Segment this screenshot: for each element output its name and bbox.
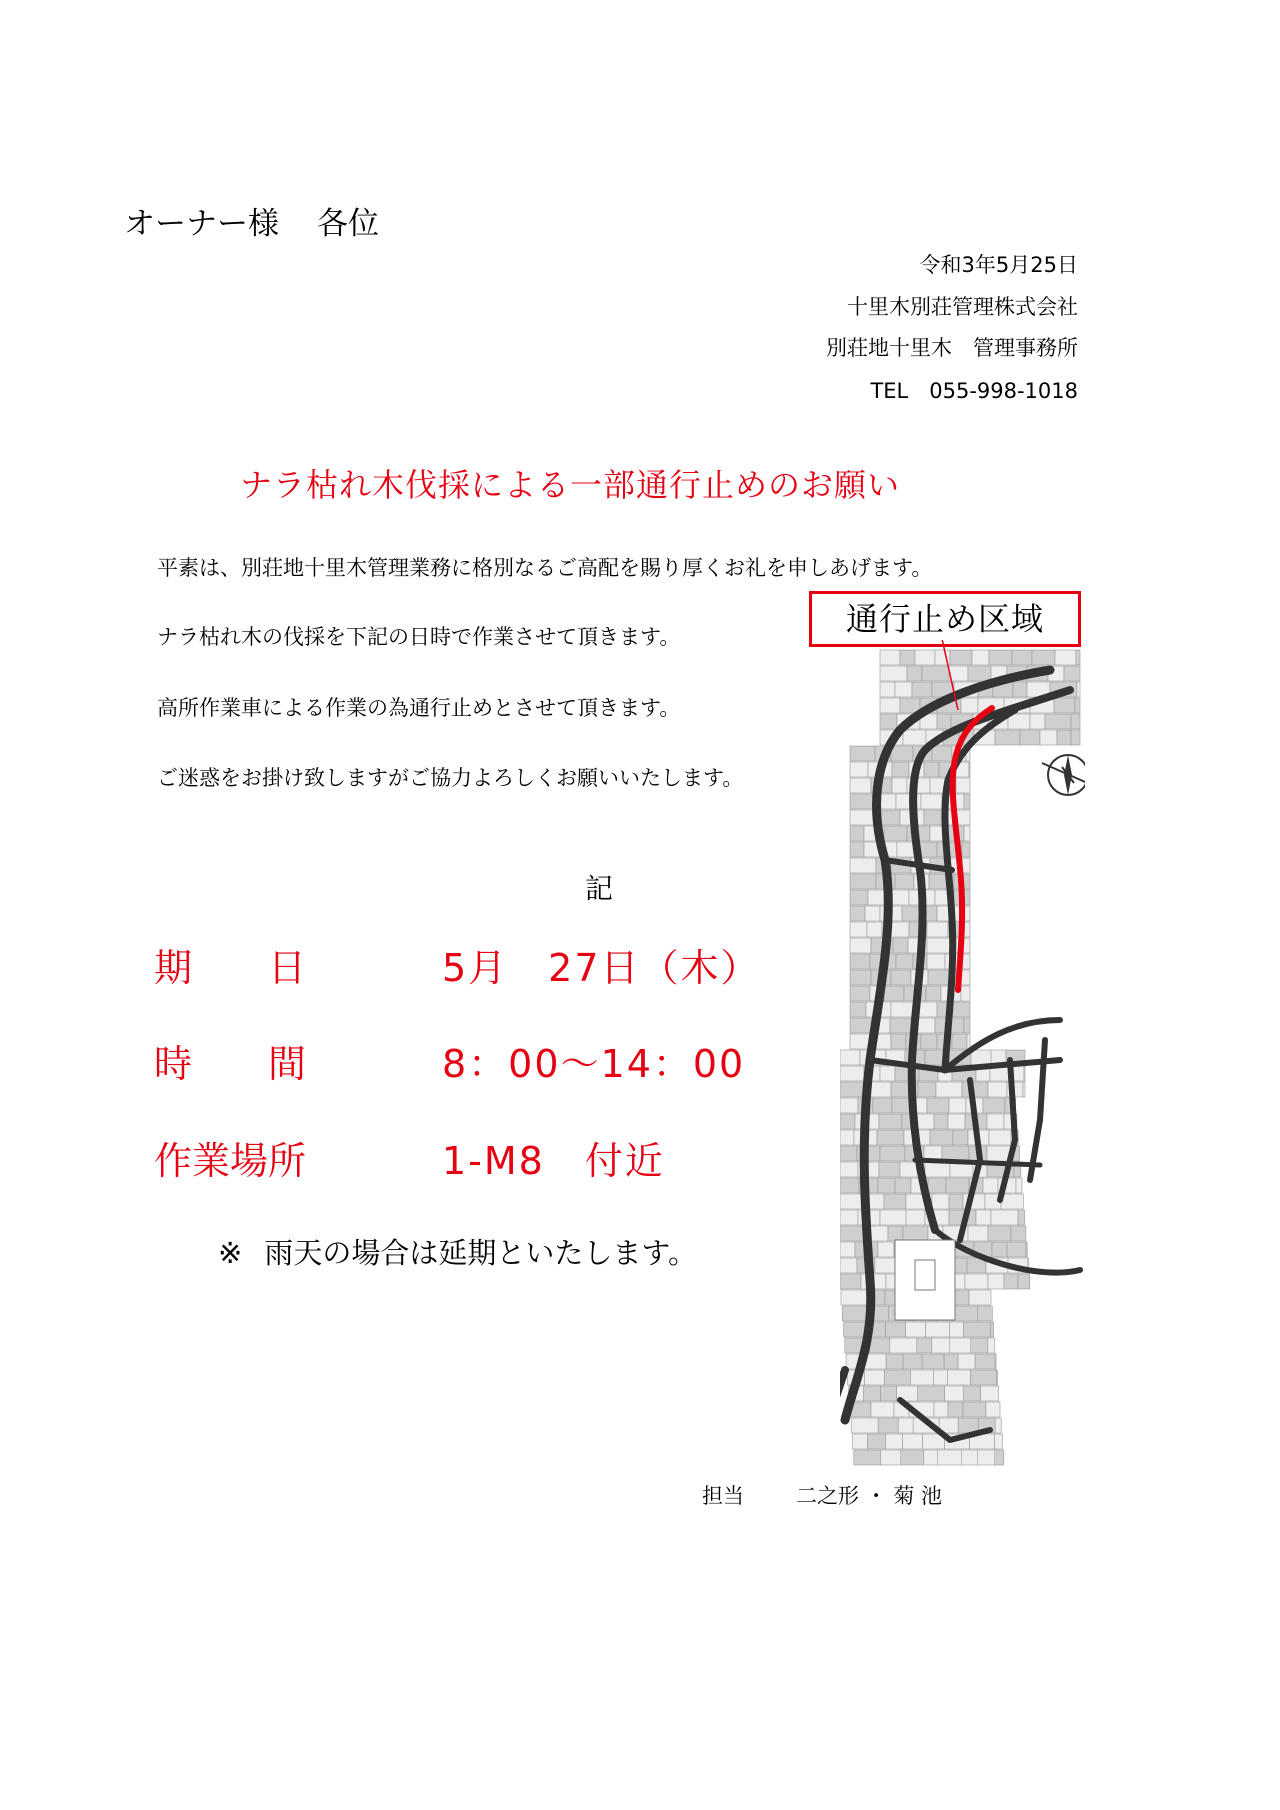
lot-parcel	[995, 1418, 1001, 1433]
lot-parcel	[850, 906, 865, 921]
lot-parcel	[1013, 682, 1027, 697]
lot-parcel	[895, 1178, 911, 1193]
lot-parcel	[880, 698, 900, 713]
lot-parcel	[992, 1242, 1007, 1257]
lot-parcel	[850, 842, 864, 857]
lot-parcel	[937, 714, 951, 729]
issue-date: 令和3年5月25日	[919, 253, 1078, 277]
lot-parcel	[932, 1338, 950, 1353]
lot-parcel	[996, 1370, 997, 1385]
lot-parcel	[933, 1370, 947, 1385]
body-paragraph-4: ご迷惑をお掛け致しますがご協力よろしくお願いいたします。	[157, 766, 744, 790]
lot-parcel	[932, 746, 952, 761]
lot-parcel	[925, 1162, 950, 1177]
lot-parcel	[840, 1082, 864, 1097]
lot-parcel	[932, 1194, 949, 1209]
lot-parcel	[865, 906, 880, 921]
lot-parcel	[850, 970, 871, 985]
lot-parcel	[850, 1018, 872, 1033]
lot-parcel	[900, 650, 915, 665]
lot-parcel	[891, 746, 913, 761]
lot-parcel	[976, 1210, 991, 1225]
lot-parcel	[989, 1130, 1011, 1145]
lot-parcel	[927, 938, 951, 953]
lot-parcel	[969, 762, 970, 777]
lot-parcel	[850, 1034, 870, 1049]
lot-parcel	[971, 1338, 988, 1353]
lot-parcel	[971, 1050, 991, 1065]
lot-parcel	[930, 1130, 953, 1145]
lot-parcel	[884, 1194, 906, 1209]
lot-parcel	[936, 1082, 962, 1097]
lot-parcel	[840, 1178, 859, 1193]
lot-parcel	[892, 762, 909, 777]
lot-parcel	[922, 1354, 944, 1369]
lot-parcel	[1016, 1178, 1022, 1193]
lot-parcel	[903, 1226, 928, 1241]
lot-parcel	[977, 1306, 992, 1321]
date-value: 5月 27日（木）	[442, 946, 761, 990]
lot-parcel	[840, 1274, 861, 1289]
lot-parcel	[949, 1194, 963, 1209]
lot-parcel	[884, 1370, 910, 1385]
lot-parcel	[1024, 1066, 1025, 1081]
lot-parcel	[850, 874, 876, 889]
lot-parcel	[880, 1066, 895, 1081]
lot-parcel	[961, 986, 970, 1001]
lot-parcel	[962, 1450, 978, 1465]
lot-parcel	[850, 922, 867, 937]
lot-parcel	[1077, 682, 1080, 697]
lot-parcel	[840, 1226, 865, 1241]
lot-parcel	[917, 1338, 932, 1353]
lot-parcel	[1064, 666, 1080, 681]
lot-parcel	[928, 970, 949, 985]
lot-parcel	[983, 1098, 1005, 1113]
lot-parcel	[893, 938, 908, 953]
lot-parcel	[950, 650, 972, 665]
lot-parcel	[915, 650, 935, 665]
addressee-suffix: 各位	[317, 206, 379, 242]
lot-parcel	[870, 1338, 890, 1353]
west-stub	[840, 1370, 845, 1400]
lot-parcel	[949, 666, 968, 681]
lot-parcel	[906, 1322, 926, 1337]
lot-parcel	[1076, 650, 1080, 665]
contact-line	[702, 1480, 942, 1510]
lot-parcel	[988, 1338, 995, 1353]
lot-parcel	[1057, 730, 1071, 745]
addressee	[124, 198, 379, 243]
note-text: 雨天の場合は延期といたします。	[264, 1236, 697, 1270]
lot-parcel	[879, 1114, 902, 1129]
lot-parcel	[948, 1402, 963, 1417]
ki-heading: 記	[585, 872, 614, 905]
lot-parcel	[924, 1450, 938, 1465]
office-name: 別荘地十里木 管理事務所	[826, 336, 1078, 360]
lot-parcel	[873, 1098, 892, 1113]
lot-parcel	[1026, 1242, 1027, 1257]
lot-parcel	[878, 1242, 894, 1257]
lot-parcel	[1001, 1194, 1023, 1209]
lot-parcel	[840, 1098, 858, 1113]
lot-parcel	[867, 922, 882, 937]
lot-parcel	[840, 1162, 858, 1177]
lot-parcel	[903, 730, 926, 745]
lot-parcel	[880, 650, 900, 665]
lot-parcel	[968, 1226, 988, 1241]
lot-parcel	[903, 1354, 922, 1369]
lot-parcel	[924, 762, 939, 777]
lot-parcel	[850, 1002, 866, 1017]
note-mark: ※	[218, 1236, 243, 1270]
lot-parcel	[891, 1034, 906, 1049]
closed-road-segment	[953, 708, 992, 990]
lot-parcel	[878, 1178, 895, 1193]
lot-parcel	[1071, 730, 1080, 745]
body-paragraph-3: 高所作業車による作業の為通行止めとさせて頂きます。	[157, 696, 681, 720]
lot-parcel	[967, 1034, 970, 1049]
lot-parcel	[964, 794, 970, 809]
lot-parcel	[1004, 1274, 1018, 1289]
lot-parcel	[851, 1418, 878, 1433]
lot-parcel	[963, 1402, 986, 1417]
lot-parcel	[944, 1354, 958, 1369]
lot-parcel	[1012, 650, 1032, 665]
lot-parcel	[922, 666, 949, 681]
place-label: 作業場所	[154, 1139, 307, 1183]
lot-parcel	[850, 826, 864, 841]
park-area	[895, 1240, 955, 1320]
date-label: 期 日	[154, 946, 307, 990]
lot-parcel	[1032, 650, 1055, 665]
lot-parcel	[952, 1034, 967, 1049]
lot-parcel	[953, 1130, 968, 1145]
lot-parcel	[871, 1402, 894, 1417]
lot-parcel	[1055, 650, 1076, 665]
lot-parcel	[903, 1434, 923, 1449]
lot-parcel	[842, 1306, 867, 1321]
lot-parcel	[878, 1418, 898, 1433]
lot-parcel	[840, 1050, 860, 1065]
lot-parcel	[988, 1274, 1004, 1289]
lot-parcel	[840, 1146, 857, 1161]
body-paragraph-1: 平素は、別荘地十里木管理業務に格別なるご高配を賜り厚くお礼を申しあげます。	[157, 556, 933, 580]
contact-names: 二之形 ・ 菊 池	[796, 1484, 943, 1508]
lot-parcel	[896, 954, 913, 969]
lot-parcel	[890, 1018, 912, 1033]
lot-parcel	[840, 1066, 864, 1081]
lot-parcel	[956, 778, 970, 793]
lot-parcel	[962, 842, 970, 857]
lot-parcel	[972, 650, 989, 665]
lot-parcel	[880, 714, 897, 729]
lot-parcel	[1020, 730, 1040, 745]
lot-parcel	[991, 1322, 994, 1337]
lot-parcel	[912, 682, 932, 697]
lot-parcel	[958, 1354, 975, 1369]
lot-parcel	[892, 890, 909, 905]
lot-parcel	[906, 1210, 925, 1225]
lot-parcel	[1040, 730, 1057, 745]
lot-parcel	[1030, 714, 1045, 729]
lot-parcel	[918, 1386, 945, 1401]
lot-parcel	[892, 778, 907, 793]
lot-parcel	[927, 1098, 949, 1113]
lot-parcel	[964, 1386, 981, 1401]
lot-parcel	[895, 874, 914, 889]
lot-parcel	[886, 1434, 903, 1449]
lot-parcel	[1007, 1242, 1026, 1257]
lot-parcel	[983, 1178, 998, 1193]
lot-parcel	[926, 986, 941, 1001]
lot-parcel	[927, 922, 948, 937]
lot-parcel	[854, 1450, 881, 1465]
lot-parcel	[884, 986, 904, 1001]
lot-parcel	[901, 1450, 924, 1465]
lot-parcel	[978, 1450, 995, 1465]
lot-parcel	[891, 970, 911, 985]
lot-parcel	[1071, 714, 1080, 729]
lot-parcel	[895, 682, 912, 697]
lot-parcel	[850, 778, 871, 793]
lot-parcel	[934, 1402, 948, 1417]
lot-parcel	[945, 1386, 964, 1401]
lot-parcel	[946, 1178, 969, 1193]
time-label: 時 間	[154, 1042, 307, 1086]
lot-parcel	[1023, 1082, 1025, 1097]
lot-parcel	[969, 1290, 991, 1305]
lot-parcel	[886, 1354, 903, 1369]
lot-parcel	[907, 666, 922, 681]
lot-parcel	[840, 1258, 857, 1273]
lot-parcel	[947, 1370, 970, 1385]
lot-parcel	[964, 826, 970, 841]
lot-parcel	[989, 650, 1012, 665]
lot-parcel	[888, 1226, 903, 1241]
lot-parcel	[840, 1130, 854, 1145]
lot-parcel	[995, 1354, 996, 1369]
addressee-name: オーナー様	[124, 206, 279, 242]
lot-parcel	[890, 1338, 917, 1353]
lot-parcel	[995, 1434, 1003, 1449]
lot-parcel	[970, 1370, 996, 1385]
lot-parcel	[880, 666, 907, 681]
lot-parcel	[881, 1386, 897, 1401]
lot-parcel	[877, 1130, 904, 1145]
lot-parcel	[995, 1450, 1004, 1465]
body-paragraph-2: ナラ枯れ木の伐採を下記の日時で作業させて頂きます。	[157, 625, 681, 649]
lot-parcel	[986, 1402, 1000, 1417]
lot-parcel	[926, 1322, 950, 1337]
compass-icon	[1042, 755, 1085, 795]
lot-parcel	[965, 1274, 988, 1289]
lot-parcel	[880, 1210, 906, 1225]
lot-parcel	[898, 1418, 913, 1433]
lot-parcel	[1008, 714, 1030, 729]
lot-parcel	[950, 1338, 971, 1353]
lot-parcel	[864, 1370, 884, 1385]
lot-parcel	[880, 1146, 905, 1161]
lot-parcel	[918, 1082, 936, 1097]
notice-title: ナラ枯れ木伐採による一部通行止めのお願い	[239, 466, 900, 504]
closure-legend-box: 通行止め区域	[809, 591, 1081, 647]
lot-parcel	[881, 1450, 901, 1465]
lot-parcel	[987, 1114, 1004, 1129]
lot-parcel	[964, 1018, 970, 1033]
lot-parcel	[840, 1242, 855, 1257]
lot-parcel	[951, 1002, 970, 1017]
lot-parcel	[981, 1386, 999, 1401]
lot-parcel	[1018, 1274, 1030, 1289]
lot-parcel	[964, 1322, 991, 1337]
lot-parcel	[962, 1082, 988, 1097]
lot-parcel	[850, 746, 875, 761]
lot-parcel	[840, 1114, 855, 1129]
lot-parcel	[850, 954, 870, 969]
lot-parcel	[1018, 1210, 1025, 1225]
lot-parcel	[1075, 698, 1080, 713]
lot-parcel	[844, 1322, 866, 1337]
time-value: 8：00～14：00	[442, 1042, 746, 1086]
lot-parcel	[850, 938, 871, 953]
lot-parcel	[902, 906, 919, 921]
lot-parcel	[886, 1322, 906, 1337]
lot-parcel	[1054, 698, 1075, 713]
lot-parcel	[850, 762, 868, 777]
lot-parcel	[934, 1114, 948, 1129]
lot-parcel	[1011, 1226, 1026, 1241]
lot-parcel	[864, 1386, 881, 1401]
lot-parcel	[841, 1290, 867, 1305]
lot-parcel	[868, 1434, 886, 1449]
lot-parcel	[850, 890, 868, 905]
lot-parcel	[1045, 714, 1071, 729]
lot-parcel	[988, 1226, 1011, 1241]
company-name: 十里木別荘管理株式会社	[847, 295, 1078, 319]
lot-parcel	[850, 986, 870, 1001]
lot-parcel	[968, 666, 991, 681]
lot-parcel	[949, 1098, 966, 1113]
lot-parcel	[880, 682, 895, 697]
lot-parcel	[948, 1114, 965, 1129]
lot-parcel	[921, 1034, 937, 1049]
lot-parcel	[850, 858, 876, 873]
lot-parcel	[879, 1162, 900, 1177]
lot-parcel	[916, 1114, 934, 1129]
lot-parcel	[928, 1178, 946, 1193]
contact-label: 担当	[702, 1484, 744, 1508]
office-tel: TEL 055-998-1018	[870, 379, 1078, 403]
lot-parcel	[961, 698, 978, 713]
lot-map	[840, 640, 1085, 1470]
lot-parcel	[950, 1322, 964, 1337]
rain-note	[218, 1231, 697, 1272]
lot-parcel	[938, 1450, 962, 1465]
lot-parcel	[995, 730, 1020, 745]
lot-parcel	[840, 1210, 858, 1225]
lot-parcel	[975, 1354, 995, 1369]
lot-parcel	[991, 1210, 1018, 1225]
lot-parcel	[921, 794, 942, 809]
lot-parcel	[853, 1434, 868, 1449]
lot-parcel	[884, 826, 907, 841]
place-value: 1-M8 付近	[442, 1139, 665, 1183]
lot-parcel	[927, 954, 945, 969]
lot-parcel	[988, 1082, 1007, 1097]
lot-parcel	[910, 1370, 933, 1385]
